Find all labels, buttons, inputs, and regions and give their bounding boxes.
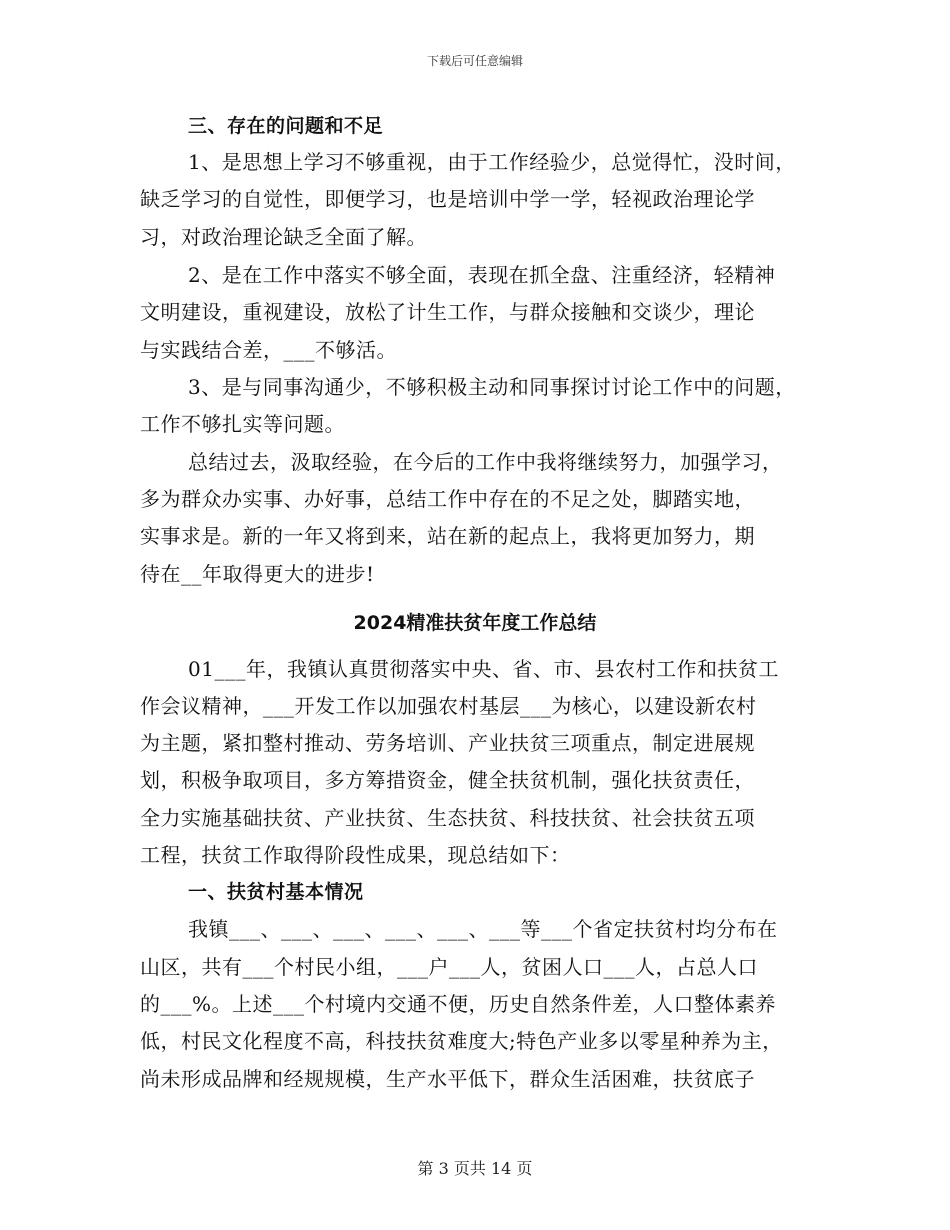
paragraph-line: 01___年，我镇认真贯彻落实中央、省、市、县农村工作和扶贫工 <box>188 657 779 681</box>
paragraph-line: 与实践结合差，___不够活。 <box>140 338 397 362</box>
paragraph-line: 总结过去，汲取经验，在今后的工作中我将继续努力，加强学习， <box>188 450 783 474</box>
paragraph-line: 文明建设，重视建设，放松了计生工作，与群众接触和交谈少，理论 <box>140 300 755 324</box>
paragraph-line: 多为群众办实事、办好事，总结工作中存在的不足之处，脚踏实地， <box>140 487 755 511</box>
paragraph-line: 低，村民文化程度不高，科技扶贫难度大;特色产业多以零星种养为主， <box>140 1029 783 1053</box>
paragraph-line: 的___%。上述___个村境内交通不便，历史自然条件差，人口整体素养 <box>140 992 777 1016</box>
paragraph-line: 划，积极争取项目，多方筹措资金，健全扶贫机制，强化扶贫责任， <box>140 768 755 792</box>
paragraph-line: 我镇___、___、___、___、___、___等___个省定扶贫村均分布在 <box>188 917 778 941</box>
paragraph-line: 待在__年取得更大的进步! <box>140 562 375 586</box>
page-footer-number: 第 3 页共 14 页 <box>417 1159 533 1178</box>
paragraph-line: 为主题，紧扣整村推动、劳务培训、产业扶贫三项重点，制定进展规 <box>140 731 755 755</box>
page-header-note: 下载后可任意编辑 <box>426 54 523 68</box>
paragraph-line: 工程，扶贫工作取得阶段性成果，现总结如下： <box>140 843 571 867</box>
paragraph-line: 缺乏学习的自觉性，即便学习，也是培训中学一学，轻视政治理论学 <box>140 187 755 211</box>
paragraph-line: 实事求是。新的一年又将到来，站在新的起点上，我将更加努力，期 <box>140 524 755 548</box>
paragraph-line: 2、是在工作中落实不够全面，表现在抓全盘、注重经济，轻精神 <box>188 263 776 287</box>
paragraph-line: 习，对政治理论缺乏全面了解。 <box>140 225 427 249</box>
section-heading-basic-info: 一、扶贫村基本情况 <box>188 881 364 903</box>
paragraph-line: 3、是与同事沟通少，不够积极主动和同事探讨讨论工作中的问题， <box>188 375 796 399</box>
paragraph-line: 作会议精神，___开发工作以加强农村基层___为核心，以建设新农村 <box>140 694 757 718</box>
paragraph-line: 1、是思想上学习不够重视，由于工作经验少，总觉得忙，没时间， <box>188 150 796 174</box>
paragraph-line: 全力实施基础扶贫、产业扶贫、生态扶贫、科技扶贫、社会扶贫五项 <box>140 806 755 830</box>
paragraph-line: 尚未形成品牌和经规规模，生产水平低下，群众生活困难，扶贫底子 <box>140 1067 755 1091</box>
document-title: 2024精准扶贫年度工作总结 <box>353 612 597 634</box>
section-heading-problems: 三、存在的问题和不足 <box>188 115 384 137</box>
paragraph-line: 工作不够扎实等问题。 <box>140 412 345 436</box>
paragraph-line: 山区，共有___个村民小组，___户___人，贫困人口___人，占总人口 <box>140 955 758 979</box>
